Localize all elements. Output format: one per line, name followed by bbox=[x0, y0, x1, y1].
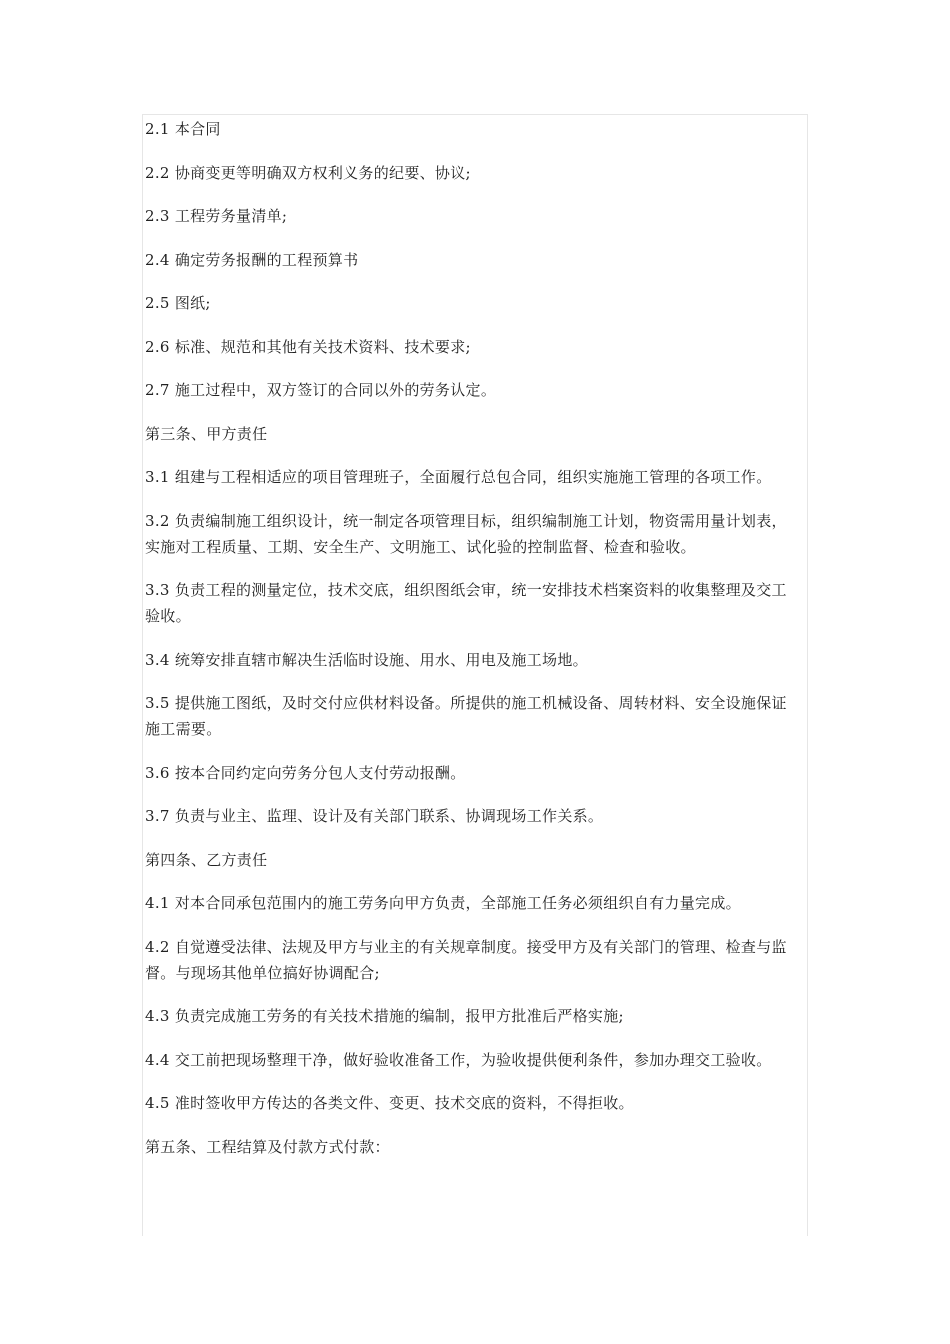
clause-4-4: 4.4 交工前把现场整理干净，做好验收准备工作，为验收提供便利条件，参加办理交工验收。 bbox=[145, 1050, 772, 1069]
clause-2-2: 2.2 协商变更等明确双方权利义务的纪要、协议; bbox=[145, 163, 471, 182]
clause-3-3: 3.3 负责工程的测量定位，技术交底，组织图纸会审，统一安排技术档案资料的收集整理及交工验收。 bbox=[145, 581, 787, 625]
clause-3-4: 3.4 统筹安排直辖市解决生活临时设施、用水、用电及施工场地。 bbox=[145, 650, 588, 669]
clause-3-7: 3.7 负责与业主、监理、设计及有关部门联系、协调现场工作关系。 bbox=[145, 807, 604, 825]
clause-2-5: 2.5 图纸; bbox=[145, 294, 211, 312]
section-heading-4: 第四条、乙方责任 bbox=[145, 850, 268, 869]
clause-2-6: 2.6 标准、规范和其他有关技术资料、技术要求; bbox=[145, 337, 471, 356]
clause-4-2: 4.2 自觉遵受法律、法规及甲方与业主的有关规章制度。接受甲方及有关部门的管理、检查与监督。与现场其他单位搞好协调配合; bbox=[145, 937, 787, 982]
clause-4-1: 4.1 对本合同承包范围内的施工劳务向甲方负责，全部施工任务必须组织自有力量完成。 bbox=[145, 894, 741, 912]
clause-2-7: 2.7 施工过程中，双方签订的合同以外的劳务认定。 bbox=[145, 381, 497, 399]
clause-3-1: 3.1 组建与工程相适应的项目管理班子，全面履行总包合同，组织实施施工管理的各项工作。 bbox=[145, 468, 772, 486]
clause-3-6: 3.6 按本合同约定向劳务分包人支付劳动报酬。 bbox=[145, 763, 466, 782]
clause-2-1: 2.1 本合同 bbox=[145, 120, 221, 138]
clause-2-4: 2.4 确定劳务报酬的工程预算书 bbox=[145, 250, 359, 269]
document-body bbox=[145, 116, 793, 1177]
section-heading-5: 第五条、工程结算及付款方式付款： bbox=[145, 1137, 390, 1156]
section-heading-3: 第三条、甲方责任 bbox=[145, 424, 268, 443]
clause-4-3: 4.3 负责完成施工劳务的有关技术措施的编制，报甲方批准后严格实施; bbox=[145, 1007, 624, 1025]
clause-2-3: 2.3 工程劳务量清单; bbox=[145, 207, 288, 225]
clause-3-5: 3.5 提供施工图纸，及时交付应供材料设备。所提供的施工机械设备、周转材料、安全设施保证施工需要。 bbox=[145, 694, 787, 738]
clause-3-2: 3.2 负责编制施工组织设计，统一制定各项管理目标，组织编制施工计划，物资需用量计划表，实施对工程质量、工期、安全生产、文明施工、试化验的控制监督、检查和验收。 bbox=[145, 511, 787, 556]
clause-4-5: 4.5 准时签收甲方传达的各类文件、变更、技术交底的资料，不得拒收。 bbox=[145, 1094, 634, 1112]
